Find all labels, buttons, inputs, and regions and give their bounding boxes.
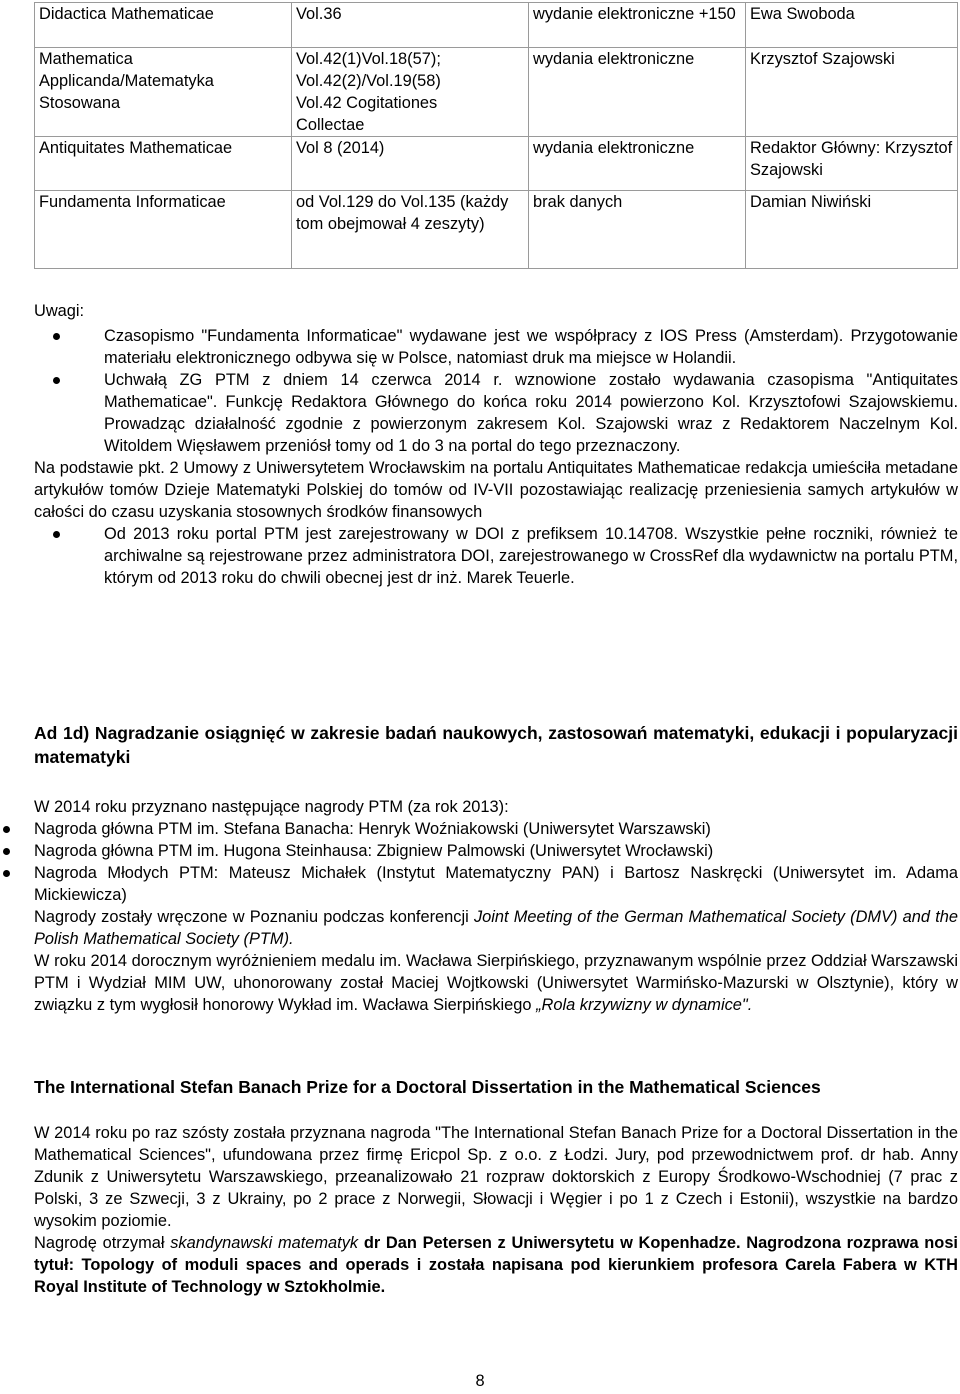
banach-prize-section — [34, 1122, 958, 1298]
doi-text: Od 2013 roku portal PTM jest zarejestrowany w DOI z prefiksem 10.14708. Wszystkie pełne roczniki, również te archiwalne są rejestrowane przez administratora DOI, zarejestrowanego w CrossRef dla wydawnictw na portalu PTM, którym od 2013 roku do chwili obecnej jest dr inż. Marek Teuerle. — [104, 525, 958, 587]
awards-list — [34, 818, 958, 906]
awards-intro: W 2014 roku przyznano następujące nagrody PTM (za rok 2013): — [34, 798, 509, 816]
journal-format: wydanie elektroniczne +150 — [529, 3, 746, 48]
doi-list — [34, 523, 958, 589]
journal-volume: od Vol.129 do Vol.135 (każdy tom obejmował 4 zeszyty) — [292, 191, 529, 269]
volume-line: Vol.42 Cogitationes — [296, 94, 438, 112]
award-text: Nagroda główna PTM im. Hugona Steinhausa: Zbigniew Palmowski (Uniwersytet Wrocławski) — [34, 842, 714, 860]
journal-name: Antiquitates Mathematicae — [35, 137, 292, 191]
list-item — [34, 325, 958, 369]
winner-details: dr Dan Petersen z Uniwersytetu w Kopenhadze. Nagrodzona rozprawa nosi tytuł: Topology of moduli spaces and operads i została napisana pod kierunkiem profesora Carela Fabera w KTH Royal Institute of Technology w Sztokholmie. — [34, 1234, 958, 1296]
winner-prefix: Nagrodę otrzymał — [34, 1234, 171, 1252]
section-1d-heading: Ad 1d) Nagradzanie osiągnięć w zakresie badań naukowych, zastosowań matematyki, edukacji i popularyzacji matematyki — [34, 723, 958, 767]
table-row — [35, 137, 958, 191]
bullet-icon — [53, 531, 60, 538]
notes-section — [34, 300, 958, 589]
journal-volume: Vol 8 (2014) — [292, 137, 529, 191]
banach-prize-winner — [34, 1232, 958, 1298]
journal-name: Didactica Mathematicae — [35, 3, 292, 48]
bullet-icon — [3, 848, 10, 855]
medal-text: W roku 2014 dorocznym wyróżnieniem medalu im. Wacława Sierpińskiego, przyznawanym wspólnie przez Oddział Warszawski PTM i Wydział MIM UW, uhonorowany został Maciej Wojtkowski (Uniwersytet Warmińsko-Mazurski w Olsztynie), który w związku z tym wygłosił honorowy Wykład im. Wacława Sierpińskiego — [34, 952, 958, 1014]
journal-name: Mathematica Applicanda/Matematyka Stosowana — [35, 48, 292, 137]
journal-volume — [292, 48, 529, 137]
table-row — [35, 48, 958, 137]
poznan-conference: Joint Meeting of the German Mathematical Society (DMV) and the Polish Mathematical Society (PTM). — [34, 908, 958, 948]
notes-paragraph: Na podstawie pkt. 2 Umowy z Uniwersytetem Wrocławskim na portalu Antiquitates Mathematicae redakcja umieściła metadane artykułów tomów Dzieje Matematyki Polskiej do tomów od IV-VII pozostawiając realizację przeniesienia samych artykułów w całości do czasu uzyskania stosownych środków finansowych — [34, 459, 958, 521]
banach-prize-heading: The International Stefan Banach Prize for a Doctoral Dissertation in the Mathematical Sciences — [34, 1077, 821, 1097]
journal-volume: Vol.36 — [292, 3, 529, 48]
winner-description: skandynawski matematyk — [170, 1234, 359, 1252]
journal-format: brak danych — [529, 191, 746, 269]
table-row — [35, 191, 958, 269]
journal-editor: Redaktor Główny: Krzysztof Szajowski — [746, 137, 958, 191]
table-row — [35, 3, 958, 48]
poznan-text: Nagrody zostały wręczone w Poznaniu podczas konferencji — [34, 908, 474, 926]
bullet-icon — [53, 333, 60, 340]
list-item — [34, 840, 958, 862]
awards-section — [34, 796, 958, 1016]
notes-list — [34, 325, 958, 457]
poznan-paragraph — [34, 906, 958, 950]
journal-editor: Krzysztof Szajowski — [746, 48, 958, 137]
journal-name: Fundamenta Informaticae — [35, 191, 292, 269]
volume-line: Vol.42(1)Vol.18(57); — [296, 50, 441, 68]
list-item — [34, 369, 958, 457]
volume-line: Collectae — [296, 116, 365, 134]
journal-format: wydania elektroniczne — [529, 137, 746, 191]
note-text: Czasopismo "Fundamenta Informaticae" wydawane jest we współpracy z IOS Press (Amsterdam). Przygotowanie materiału elektronicznego odbywa się w Polsce, natomiast druk ma miejsce w Holandii. — [104, 327, 958, 367]
journals-table — [34, 2, 958, 269]
bullet-icon — [53, 377, 60, 384]
journal-editor: Ewa Swoboda — [746, 3, 958, 48]
award-text: Nagroda główna PTM im. Stefana Banacha: Henryk Woźniakowski (Uniwersytet Warszawski) — [34, 820, 711, 838]
banach-prize-paragraph: W 2014 roku po raz szósty została przyznana nagroda "The International Stefan Banach Prize for a Doctoral Dissertation in the Mathematical Sciences", ufundowana przez firmę Ericpol Sp. z o.o. z Łodzi. Jury, pod przewodnictwem prof. dr hab. Anny Zdunik z Uniwersytetu Warszawskiego, przeanalizowało 21 rozpraw doktorskich z Europy Środkowo-Wschodniej (7 prac z Polski, 3 ze Szwecji, 3 z Ukrainy, po 2 prace z Norwegii, Słowacji i Węgier i po 1 z Czech i Estonii), wszystkie na bardzo wysokim poziomie. — [34, 1124, 958, 1230]
bullet-icon — [3, 870, 10, 877]
journal-editor: Damian Niwiński — [746, 191, 958, 269]
list-item — [34, 523, 958, 589]
notes-title: Uwagi: — [34, 302, 85, 320]
list-item — [34, 862, 958, 906]
journal-format: wydania elektroniczne — [529, 48, 746, 137]
page-number: 8 — [475, 1372, 485, 1390]
award-text: Nagroda Młodych PTM: Mateusz Michałek (Instytut Matematyczny PAN) i Bartosz Naskręcki (Uniwersytet im. Adama Mickiewicza) — [34, 864, 958, 904]
bullet-icon — [3, 826, 10, 833]
volume-line: Vol.42(2)/Vol.19(58) — [296, 72, 441, 90]
medal-lecture: „Rola krzywizny w dynamice". — [536, 996, 753, 1014]
note-text: Uchwałą ZG PTM z dniem 14 czerwca 2014 r. wznowione zostało wydawania czasopisma "Antiquitates Mathematicae". Funkcję Redaktora Głównego do końca roku 2014 powierzono Kol. Krzysztofowi Szajowskiemu. Prowadząc działalność zgodnie z powierzonym zakresem Kol. Szajowski wraz z Redaktorem Naczelnym Kol. Witoldem Więsławem przeniósł tomy od 1 do 3 na portal do tego przeznaczony. — [104, 371, 958, 455]
list-item — [34, 818, 958, 840]
medal-paragraph — [34, 950, 958, 1016]
